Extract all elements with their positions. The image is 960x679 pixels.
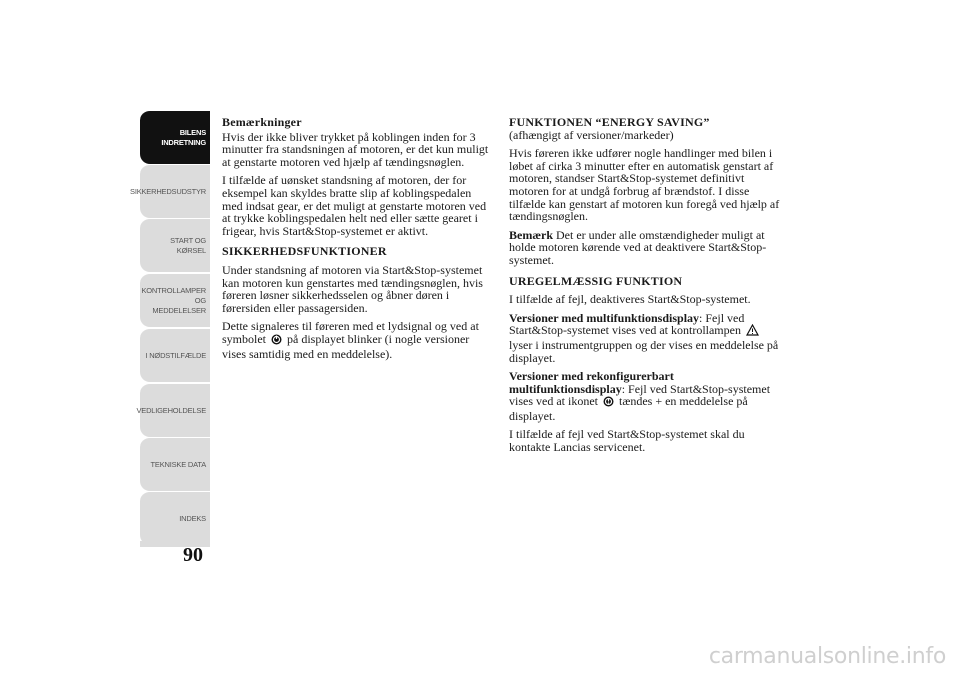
left-column xyxy=(222,116,494,366)
energy-heading: FUNKTIONEN “ENERGY SAVING” xyxy=(509,115,710,129)
section-heading: SIKKERHEDSFUNKTIONER xyxy=(222,244,387,259)
tab-kontrollamper[interactable] xyxy=(140,273,210,327)
paragraph: Under standsning af motoren via Start&Stop-systemet kan motoren kun genstartes med tændingsnøglen, hvis føreren løsner sikkerhedsselen og åbner døren i førersiden eller passagersiden. xyxy=(222,262,483,315)
warning-triangle-icon xyxy=(746,324,759,339)
paragraph: I tilfælde af fejl ved Start&Stop-systemet skal du kontakte Lancias servicenet. xyxy=(509,427,745,455)
text-fragment: tændes + en meddelelse på displayet. xyxy=(509,394,748,423)
section-heading: UREGELMÆSSIG FUNKTION xyxy=(509,273,683,288)
text-fragment: lyser i instrumentgruppen og der vises en meddelelse på displayet. xyxy=(509,337,779,365)
page-number: 90 xyxy=(183,544,203,566)
note-paragraph xyxy=(509,229,781,267)
subheading: (afhængigt af versioner/markeder) xyxy=(509,127,674,142)
note-text: Det er under alle omstændigheder muligt at holde motoren kørende ved at deaktivere Start&Stop-systemet. xyxy=(509,227,767,267)
tab-label: KONTROLLAMPER OG MEDDELELSER xyxy=(141,285,206,315)
right-column xyxy=(509,116,781,460)
tab-vedligeholdelse[interactable] xyxy=(136,383,210,437)
text-fragment: Dette signaleres til føreren med et lydsignal og ved at symbolet xyxy=(222,319,479,346)
text-fragment: : Fejl ved Start&Stop-systemet vises ved at kontrollampen xyxy=(509,310,745,338)
paragraph: I tilfælde af fejl, deaktiveres Start&Stop-systemet. xyxy=(509,292,751,307)
tab-label: VEDLIGEHOLDELSE xyxy=(136,405,206,415)
paragraph xyxy=(509,312,781,364)
paragraph: I tilfælde af uønsket standsning af motoren, der for eksempel kan skyldes bratte slip af koblingspedalen med indsat gear, er det muligt at genstarte motoren ved at trykke koblingspedalen helt ned eller sætte gearet i frigear, hvis Start&Stop-systemet er aktivt. xyxy=(222,173,487,238)
reconf-label: Versioner med rekonfigurerbart multifunktionsdisplay xyxy=(509,369,674,396)
paragraph xyxy=(509,370,781,422)
note-label: Bemærk xyxy=(509,227,553,242)
tab-label: SIKKERHEDSUDSTYR xyxy=(130,186,206,196)
watermark: carmanualsonline.info xyxy=(708,644,946,669)
text-fragment: på displayet blinker (i nogle versioner vises samtidig med en meddelelse). xyxy=(222,331,470,361)
tab-label: START OG KØRSEL xyxy=(170,235,206,255)
tab-label: I NØDSTILFÆLDE xyxy=(145,350,206,360)
paragraph: Hvis der ikke bliver trykket på koblingen inden for 3 minutter fra standsningen af motoren, er det kun muligt at genstarte motoren ved hjælp af tændingsnøglen. xyxy=(222,129,489,169)
paragraph: Hvis føreren ikke udfører nogle handlinger med bilen i løbet af cirka 3 minutter efter en automatisk genstart af motoren, standser Start&Stop-systemet definitivt motoren for at undgå forbrug af brændstof. I disse tilfælde kan genstart af motoren kun foregå ved hjælp af tændingsnøglen. xyxy=(509,146,780,224)
start-stop-symbol-icon xyxy=(271,334,282,348)
notes-heading: Bemærkninger xyxy=(222,115,302,129)
tab-label: INDEKS xyxy=(179,513,206,523)
tab-label: TEKNISKE DATA xyxy=(150,459,206,469)
tab-i-nodstilfaelde[interactable] xyxy=(140,328,210,382)
tab-label: BILENS INDRETNING xyxy=(161,127,206,147)
tab-start-og-korsel[interactable] xyxy=(140,218,210,272)
paragraph xyxy=(222,320,494,360)
tab-sikkerhedsudstyr[interactable] xyxy=(130,164,210,218)
tab-indeks[interactable] xyxy=(140,491,210,545)
text-fragment: : Fejl ved Start&Stop-systemet vises ved at ikonet xyxy=(509,381,771,409)
tab-bilens-indretning[interactable] xyxy=(140,110,210,164)
tab-tekniske-data[interactable] xyxy=(140,437,210,491)
multi-label: Versioner med multifunktionsdisplay xyxy=(509,310,700,325)
start-stop-fault-icon xyxy=(603,396,614,410)
